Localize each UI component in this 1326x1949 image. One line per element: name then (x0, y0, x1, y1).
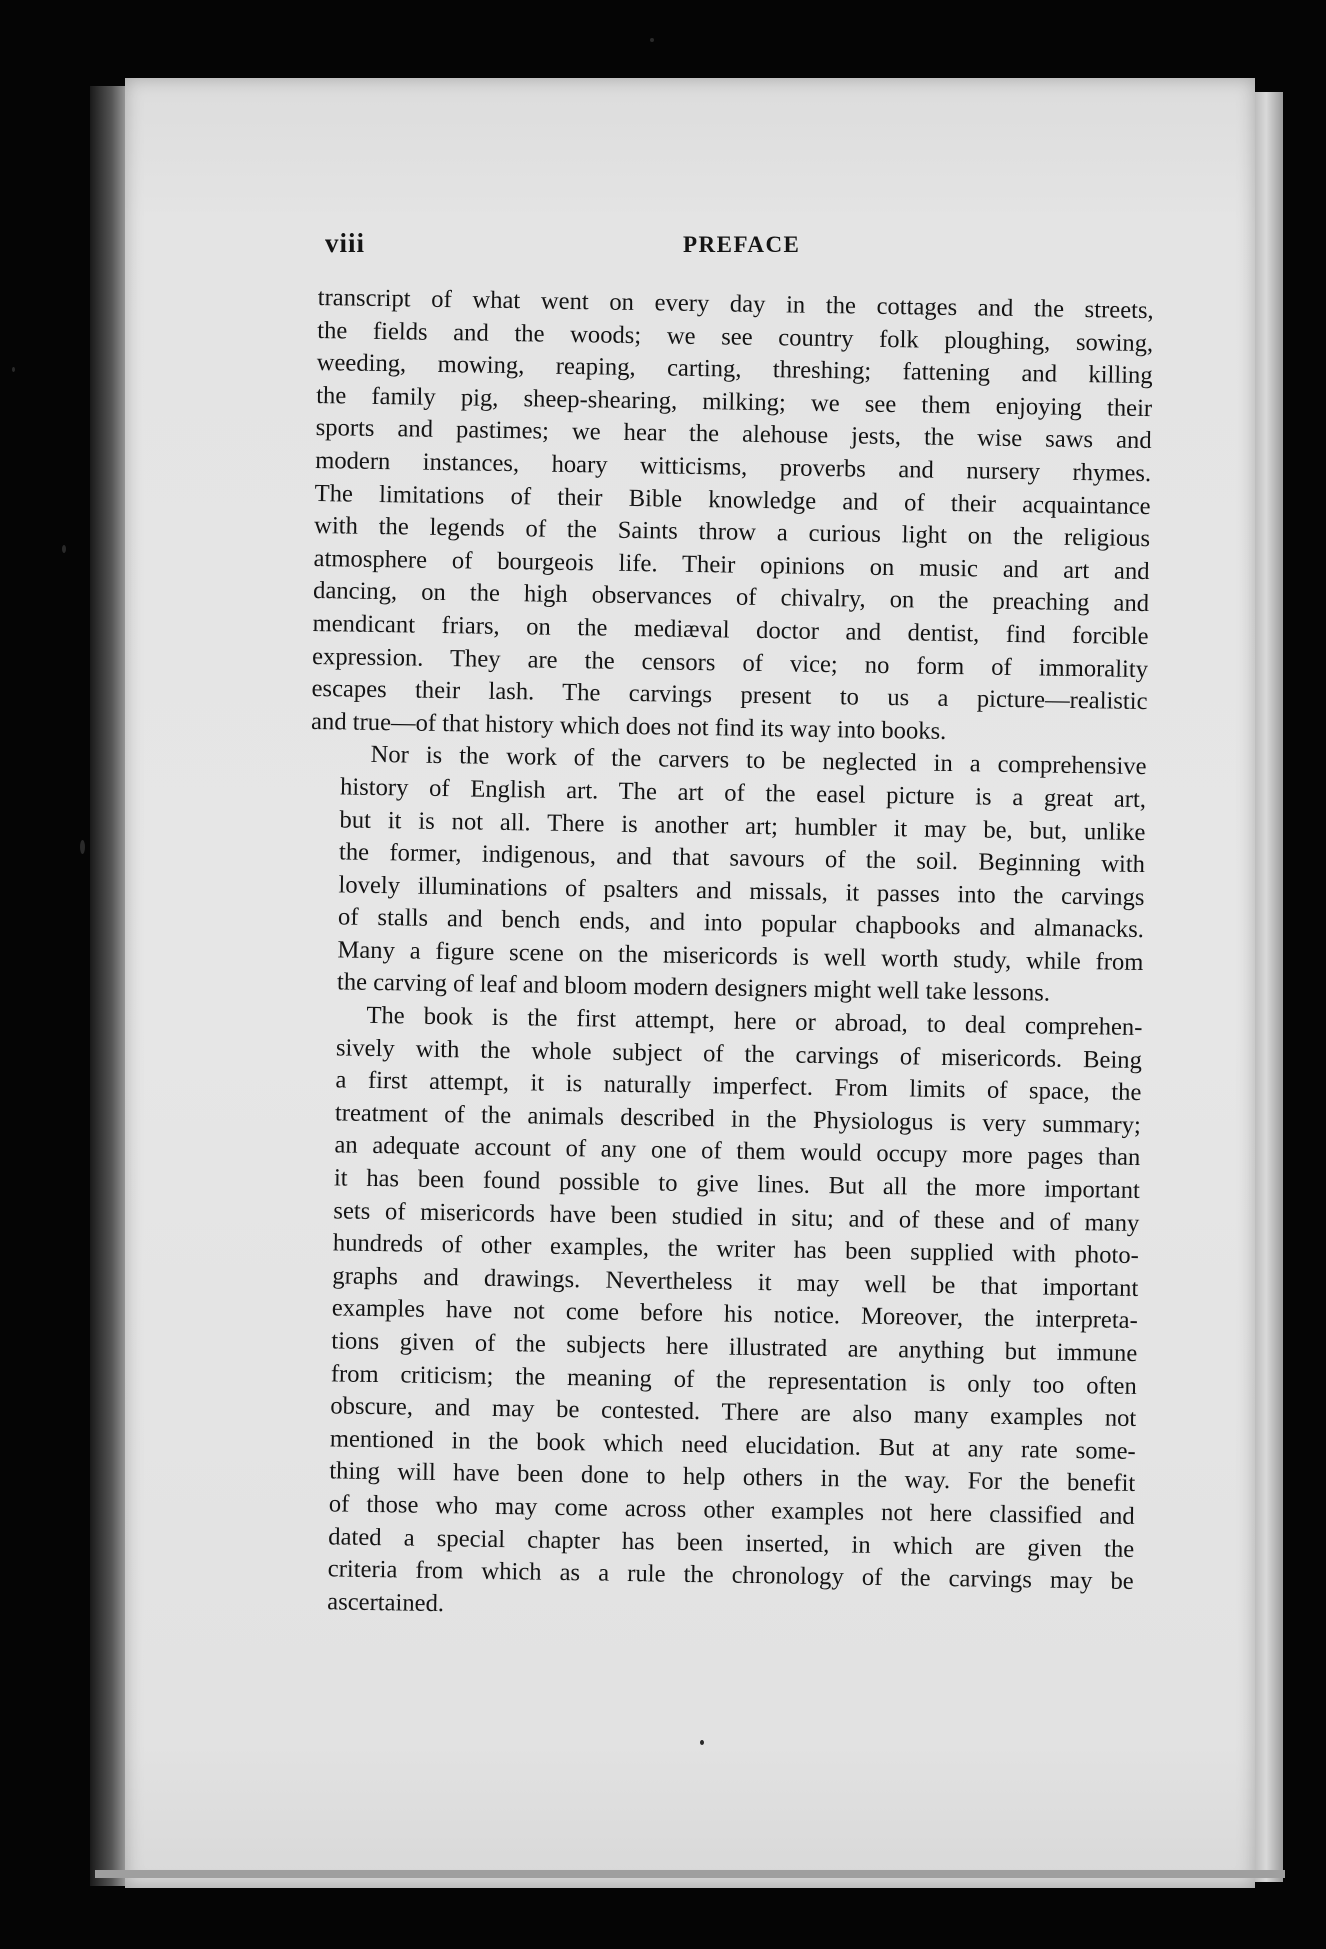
scan-speck (62, 545, 66, 553)
text-line: mentioned in the book which need elucidation. But at any rate some- (329, 1425, 1136, 1465)
text-line: mendicant friars, on the mediæval doctor and dentist, find forcible (312, 609, 1149, 651)
text-line: sively with the whole subject of the carvings of misericords. Being (335, 1034, 1143, 1074)
text-line: an adequate account of any one of them would occupy more pages than (334, 1131, 1141, 1172)
page-title: PREFACE (683, 232, 801, 257)
paragraph (297, 999, 1143, 1631)
paragraph (311, 282, 1154, 751)
text-line: dancing, on the high observances of chivalry, on the preaching and (312, 577, 1150, 618)
text-line: the former, indigenous, and that savours of the soil. Beginning with (338, 838, 1146, 879)
text-line: the carving of leaf and bloom modern designers might well take lessons. (336, 968, 1051, 1008)
text-line: a first attempt, it is naturally imperfect. From limits of space, the (335, 1066, 1142, 1107)
text-line: atmosphere of bourgeois life. Their opinions on music and art and (313, 544, 1150, 585)
text-line: modern instances, hoary witticisms, proverbs and nursery rhymes. (314, 446, 1152, 488)
text-line: of those who may come across other examples not here classified and (328, 1490, 1135, 1530)
text-line: and true—of that history which does not find its way into books. (310, 707, 947, 745)
text-line: thing will have been done to help others in the way. For the benefit (329, 1457, 1136, 1498)
text-line: examples have not come before his notice. Moreover, the interpreta- (331, 1294, 1138, 1335)
text-line: criteria from which as a rule the chronology of the carvings may be (327, 1555, 1134, 1596)
text-line: with the legends of the Saints throw a curious light on the religious (313, 512, 1151, 553)
text-line: treatment of the animals described in the Physiologus is very summary; (334, 1099, 1142, 1139)
text-line: sets of misericords have been studied in situ; and of these and of many (333, 1196, 1140, 1237)
text-line: lovely illuminations of psalters and missals, it passes into the carvings (338, 871, 1145, 911)
text-line: it has been found possible to give lines. But all the more important (333, 1164, 1141, 1205)
scan-speck (80, 840, 85, 854)
text-line: from criticism; the meaning of the representation is only too often (330, 1359, 1137, 1400)
text-line: graphs and drawings. Nevertheless it may well be that important (332, 1262, 1139, 1302)
paragraph (307, 738, 1147, 1012)
text-line: dated a special chapter has been inserted, in which are given the (328, 1522, 1135, 1563)
text-line: the family pig, sheep-shearing, milking; we see them enjoying their (316, 381, 1153, 422)
text-line: obscure, and may be contested. There are also many examples not (330, 1392, 1137, 1433)
scan-speck (12, 367, 15, 372)
text-line: hundreds of other examples, the writer has been supplied with photo- (332, 1229, 1140, 1270)
text-line: history of English art. The art of the easel picture is a great art, (339, 773, 1147, 813)
text-line: The book is the first attempt, here or abroad, to deal comprehen- (366, 1001, 1143, 1042)
text-line: Nor is the work of the carvers to be neglected in a comprehensive (370, 741, 1147, 781)
text-line: tions given of the subjects here illustrated are anything but immune (331, 1327, 1138, 1367)
text-line: of stalls and bench ends, and into popular chapbooks and almanacks. (337, 903, 1145, 944)
text-line: but it is not all. There is another art; humbler it may be, but, unlike (339, 805, 1146, 846)
text-line: ascertained. (327, 1588, 445, 1617)
text-line: sports and pastimes; we hear the alehouse jests, the wise saws and (315, 414, 1152, 455)
page-number: viii (325, 228, 366, 258)
binding-shadow (90, 86, 126, 1886)
page-edge (1255, 92, 1283, 1882)
text-line: transcript of what went on every day in the cottages and the streets, (317, 283, 1154, 325)
text-line: The limitations of their Bible knowledge and of their acquaintance (314, 479, 1151, 520)
text-line: weeding, mowing, reaping, carting, threshing; fattening and killing (316, 349, 1153, 390)
body-text (297, 282, 1154, 1631)
text-line: the fields and the woods; we see country folk ploughing, sowing, (317, 316, 1154, 357)
scan-speck (700, 1740, 704, 1745)
text-line: Many a figure scene on the misericords is well worth study, while from (337, 936, 1144, 976)
scan-speck (650, 38, 654, 42)
text-line: escapes their lash. The carvings present to us a picture—realistic (311, 675, 1148, 716)
page-bottom-edge (95, 1870, 1285, 1878)
text-line: expression. They are the censors of vice; no form of immorality (311, 642, 1149, 683)
